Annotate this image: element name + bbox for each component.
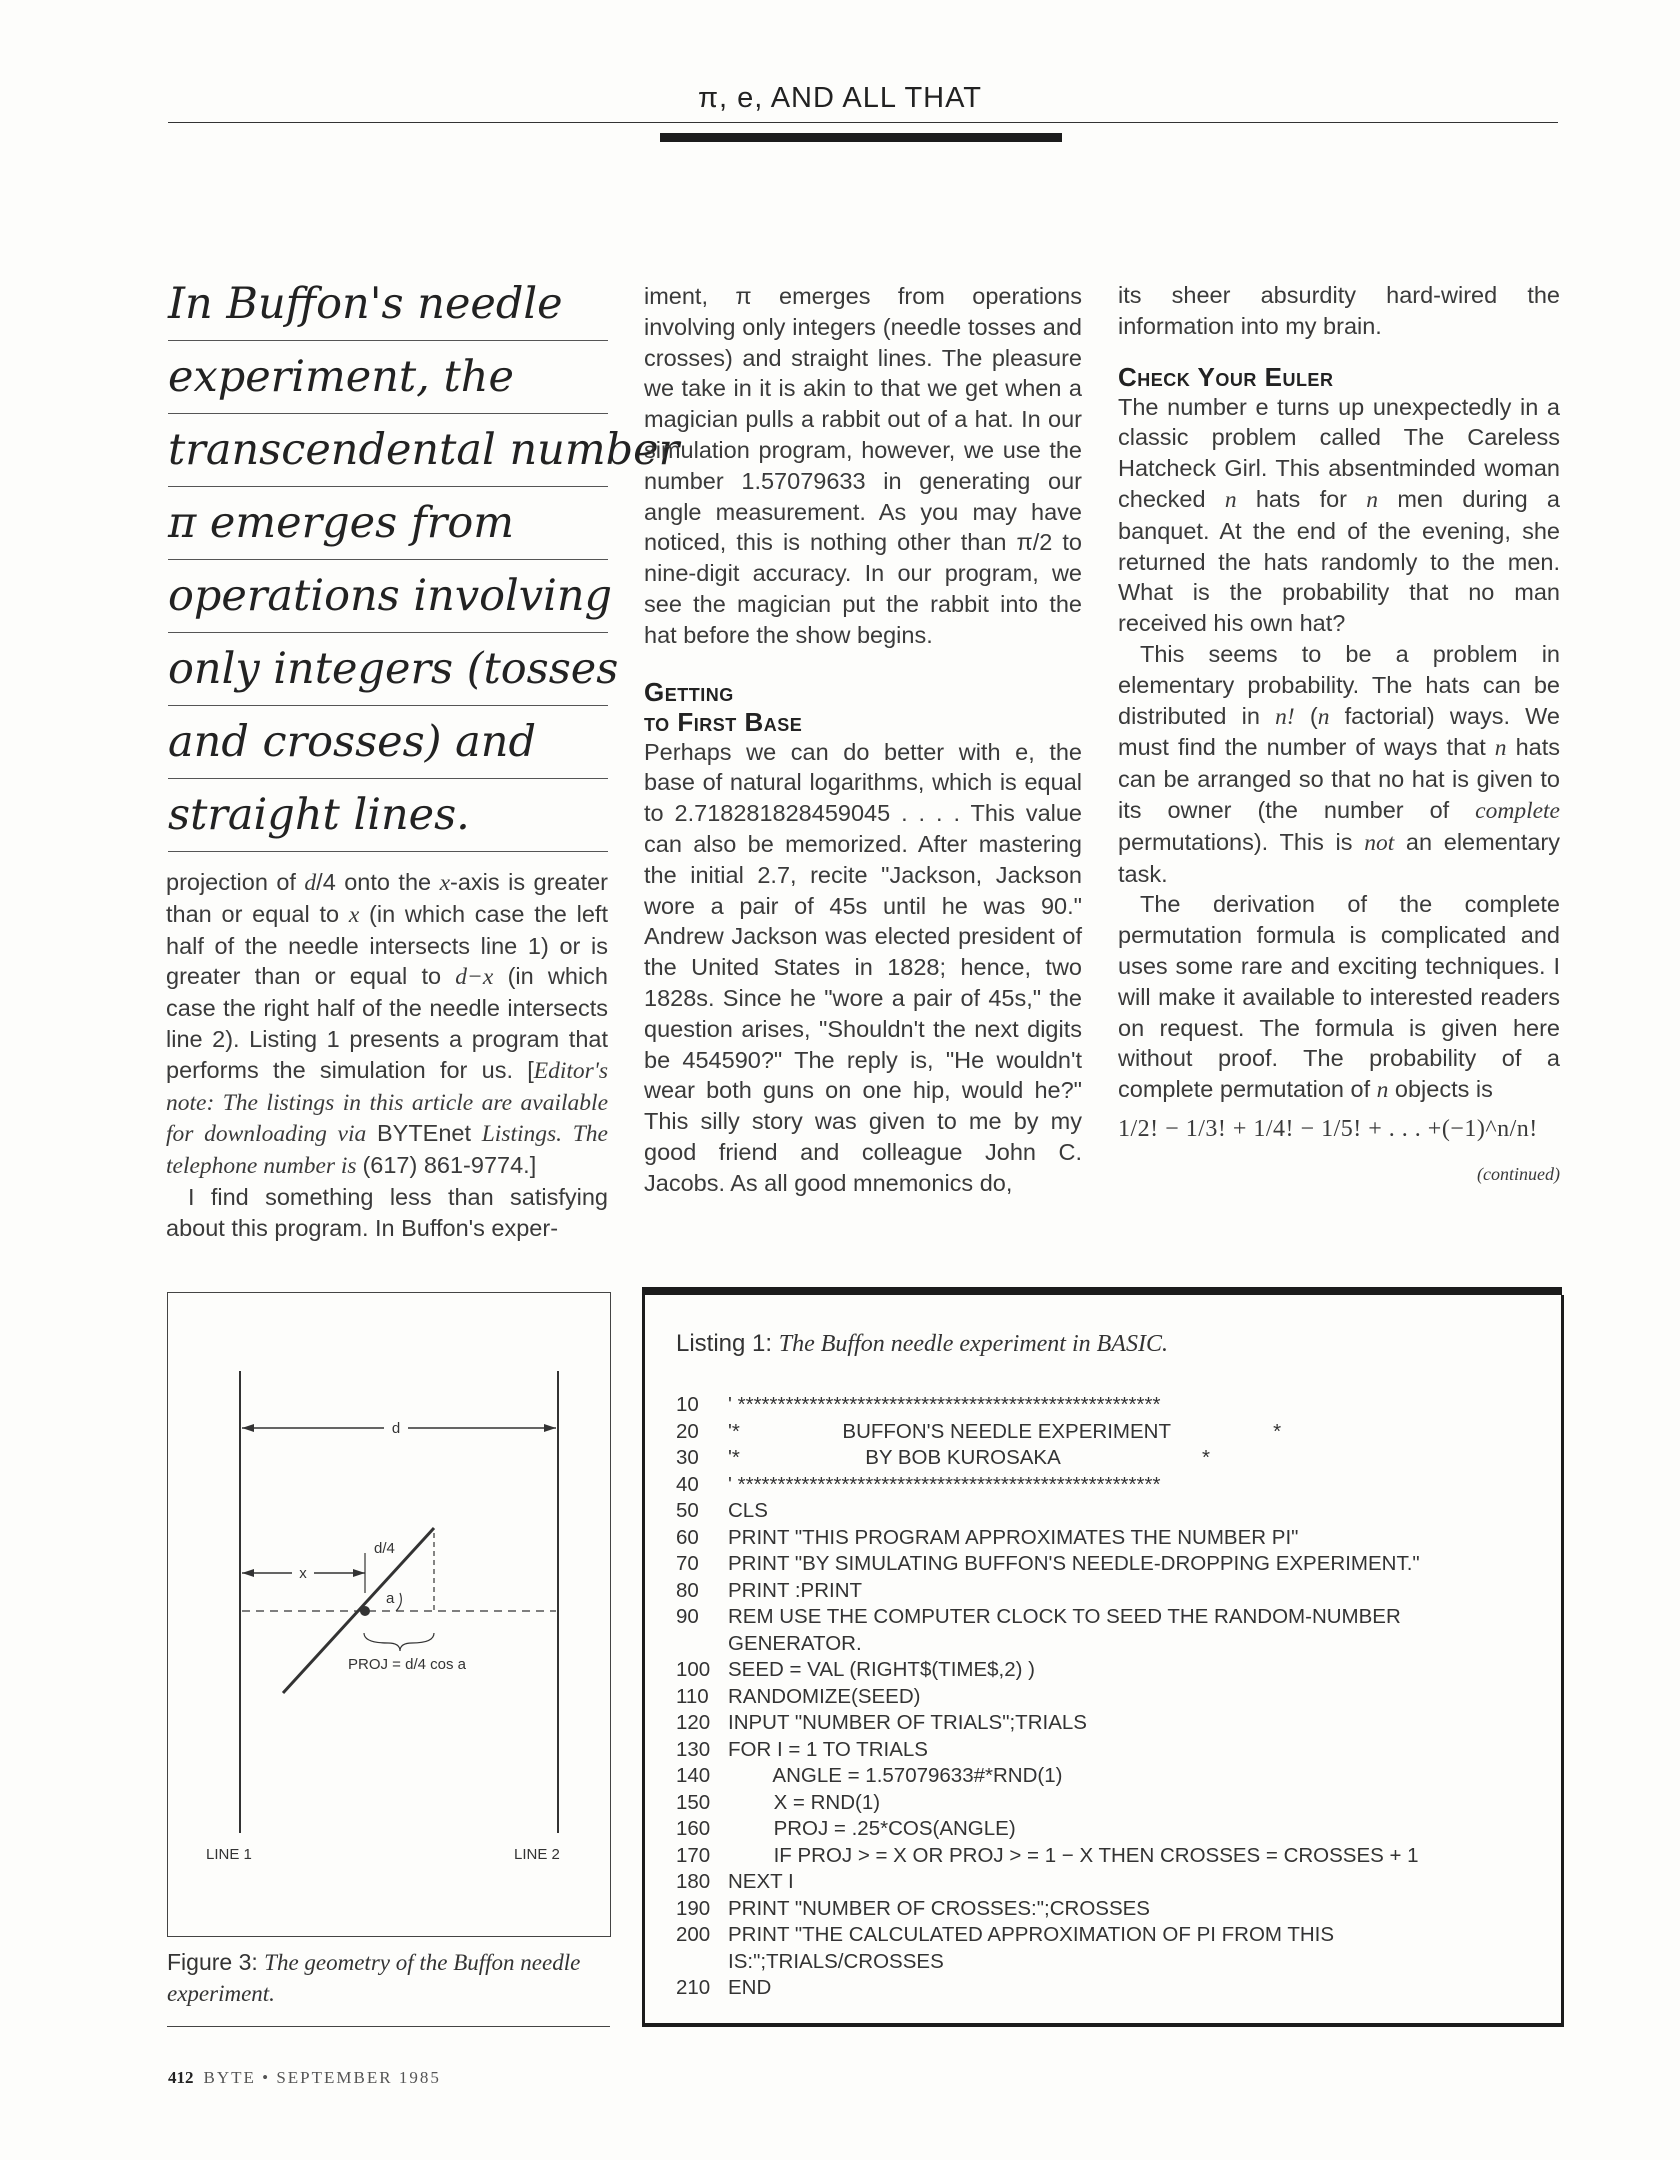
code-text: SEED = VAL (RIGHT$(TIME$,2) ) (728, 1658, 1035, 1681)
code-line (676, 1869, 1536, 1896)
needle-diagram (168, 1293, 610, 1936)
line-number: 140 (676, 1764, 711, 1787)
code-text: PRINT :PRINT (728, 1578, 863, 1602)
section-heading: Check Your Euler (1118, 361, 1334, 392)
pull-quote-line: and crosses) and (168, 706, 608, 779)
pull-quote-line: In Buffon's needle (168, 268, 608, 341)
arrow (242, 1569, 254, 1577)
header-rule (168, 122, 1558, 123)
line-number: 180 (676, 1870, 711, 1893)
code-line (676, 1790, 1536, 1817)
angle-arc (396, 1593, 401, 1611)
body-paragraph: This seems to be a problem in elementary probability. The hats can be distributed in n! (n factorial) ways. We must find the number of ways that n hats can be arranged so that no hat is given to its owner (the number of complete permutations). This is not an elementary task. (1118, 640, 1561, 887)
code-text: RANDOMIZE(SEED) (728, 1684, 921, 1708)
code-line (676, 1737, 1536, 1764)
code-text: GENERATOR. (728, 1631, 862, 1655)
body-paragraph: I find something less than satisfying about this program. In Buffon's exper- (166, 1183, 608, 1241)
code-line (676, 1419, 1536, 1446)
line-number: 30 (676, 1446, 699, 1469)
code-text: PRINT "NUMBER OF CROSSES:";CROSSES (728, 1896, 1150, 1920)
label-x: x (299, 1565, 307, 1582)
line-number: 60 (676, 1525, 699, 1549)
header-bar (660, 133, 1062, 142)
code-text: NEXT I (728, 1870, 794, 1893)
line-number: 170 (676, 1843, 711, 1867)
code-line (676, 1472, 1536, 1499)
pull-quote-line: experiment, the (168, 341, 608, 414)
page-number: 412 (168, 2068, 194, 2087)
code-text: ' ***************************************************** (728, 1472, 1161, 1496)
code-text: '* BY BOB KUROSAKA * (728, 1446, 1211, 1469)
code-line (676, 1631, 1536, 1658)
pull-quote (168, 268, 680, 852)
code-text: FOR I = 1 TO TRIALS (728, 1737, 928, 1761)
code-line (676, 1551, 1536, 1578)
line-number: 50 (676, 1499, 699, 1522)
line-number: 150 (676, 1790, 711, 1814)
line-number: 70 (676, 1552, 699, 1575)
code-line (676, 1763, 1536, 1790)
body-paragraph: The number e turns up unexpectedly in a classic problem called The Careless Hatcheck Girl. This absentminded woman checked n hats for n men during a banquet. At the end of the evening, she returned the hats randomly to the men. What is the probability that no man received his own hat? (1118, 393, 1560, 637)
code-text: IF PROJ > = X OR PROJ > = 1 − X THEN CROSSES = CROSSES + 1 (728, 1843, 1419, 1867)
body-paragraph: Perhaps we can do better with e, the base of natural logarithms, which is equal to 2.718281828459045 . . . . This value can also be memorized. After mastering the initial 2.7, recite "Jackson, Jackson wore a pair of 45s until he was 90." Andrew Jackson was elected president of the United States in 1828; hence, two 1828s. Since he "wore a pair of 45s," the question arises, "Shouldn't the next digits be 454590?" The reply is, "He wouldn't wear both guns on one hip, would he?" This silly story was given to me by my good friend and colleague John C. Jacobs. As all good mnemonics do, (644, 738, 1082, 1196)
label-d4: d/4 (374, 1540, 395, 1557)
code-text: END (728, 1976, 772, 1999)
line-number: 100 (676, 1658, 711, 1681)
line-number: 80 (676, 1578, 699, 1602)
body-paragraph: The derivation of the complete permutation formula is complicated and uses some rare and exciting techniques. I will make it available to interested readers on request. The formula is given here without proof. The probability of a complete permutation of n objects is (1118, 891, 1560, 1104)
code-line (676, 1922, 1536, 1949)
code-line (676, 1816, 1536, 1843)
line-number: 110 (676, 1684, 709, 1708)
label-line2: LINE 2 (514, 1846, 560, 1863)
body-paragraph: projection of d/4 onto the x-axis is greater than or equal to x (in which case the left half of the needle intersects line 1) or is greater than or equal to d−x (in which case the right half of the needle intersects line 2). Listing 1 presents a program that performs the simulation for us. [Editor's note: The listings in this article are available for downloading via BYTEnet Listings. The telephone number is (617) 861-9774.] (166, 869, 608, 1180)
body-paragraph: iment, π emerges from operations involving only integers (needle tosses and crosses) and straight lines. The pleasure we take in it is akin to that we get when a magician pulls a rabbit out of a hat. In our simulation program, however, we use the number 1.57079633 in generating our angle measurement. As you may have noticed, this is nothing other than π/2 to nine-digit accuracy. In our program, we see the magician put the rabbit into the hat before the show begins. (644, 283, 1082, 648)
figure-3 (167, 1292, 611, 1937)
pull-quote-line: transcendental number (168, 414, 608, 487)
code-line (676, 1445, 1536, 1472)
body-paragraph: its sheer absurdity hard-wired the information into my brain. (1118, 282, 1560, 339)
code-line (676, 1896, 1536, 1923)
label-line1: LINE 1 (206, 1846, 252, 1863)
needle-center (360, 1606, 370, 1616)
code-text: ANGLE = 1.57079633#*RND(1) (728, 1764, 1063, 1787)
code-text: REM USE THE COMPUTER CLOCK TO SEED THE RANDOM-NUMBER (728, 1605, 1401, 1628)
code-line (676, 1525, 1536, 1552)
code-line (676, 1949, 1536, 1976)
code-line (676, 1710, 1536, 1737)
line-number: 190 (676, 1896, 711, 1920)
pull-quote-line: operations involving (168, 560, 608, 633)
section-heading: Getting to First Base (644, 676, 803, 737)
code-listing (676, 1392, 1536, 2002)
code-text: PRINT "THIS PROGRAM APPROXIMATES THE NUMBER PI" (728, 1525, 1299, 1549)
line-number: 210 (676, 1976, 711, 1999)
arrow (353, 1569, 365, 1577)
line-number: 130 (676, 1737, 711, 1761)
code-text: X = RND(1) (728, 1790, 881, 1814)
line-number: 120 (676, 1711, 711, 1734)
code-line (676, 1657, 1536, 1684)
listing-title: Listing 1: The Buffon needle experiment in BASIC. (676, 1330, 1168, 1357)
line-number: 160 (676, 1817, 711, 1840)
figure-rule (167, 2026, 610, 2027)
code-line (676, 1684, 1536, 1711)
running-header: π, e, AND ALL THAT (697, 82, 983, 114)
listing-top-bar (642, 1287, 1562, 1295)
code-line (676, 1392, 1536, 1419)
arrow (544, 1424, 556, 1432)
pull-quote-line: π emerges from (168, 487, 608, 560)
line-number: 20 (676, 1419, 699, 1443)
label-a: a (386, 1590, 395, 1607)
page-footer (168, 2068, 441, 2088)
code-text: '* BUFFON'S NEEDLE EXPERIMENT * (728, 1419, 1282, 1443)
line-number: 10 (676, 1393, 699, 1416)
line-number: 200 (676, 1923, 711, 1946)
code-text: PRINT "THE CALCULATED APPROXIMATION OF PI FROM THIS (728, 1923, 1335, 1946)
label-d: d (391, 1420, 401, 1437)
line-number: 90 (676, 1605, 699, 1628)
column-1 (166, 867, 608, 1244)
line-number: 40 (676, 1472, 699, 1496)
pull-quote-line: straight lines. (168, 779, 608, 852)
pull-quote-line: only integers (tosses (168, 633, 608, 706)
code-text: ' ***************************************************** (728, 1393, 1161, 1416)
code-text: PRINT "BY SIMULATING BUFFON'S NEEDLE-DROPPING EXPERIMENT." (728, 1552, 1420, 1575)
figure-caption: Figure 3: The geometry of the Buffon needle experiment. (167, 1949, 581, 2006)
arrow (242, 1424, 254, 1432)
column-2 (644, 281, 1082, 1199)
label-proj: PROJ = d/4 cos a (348, 1656, 466, 1673)
code-text: INPUT "NUMBER OF TRIALS";TRIALS (728, 1711, 1087, 1734)
footer-text: BYTE • SEPTEMBER 1985 (203, 2068, 441, 2087)
code-text: PROJ = .25*COS(ANGLE) (728, 1817, 1016, 1840)
formula: 1/2! − 1/3! + 1/4! − 1/5! + . . . +(−1)^n/n! (1118, 1115, 1538, 1142)
code-line (676, 1604, 1536, 1631)
code-text: IS:";TRIALS/CROSSES (728, 1949, 944, 1973)
code-line (676, 1843, 1536, 1870)
code-line (676, 1578, 1536, 1605)
code-line (676, 1498, 1536, 1525)
continued-note: (continued) (1477, 1163, 1560, 1184)
code-text: CLS (728, 1499, 768, 1522)
column-3 (1118, 280, 1560, 1190)
proj-brace (364, 1633, 434, 1651)
code-line (676, 1975, 1536, 2002)
